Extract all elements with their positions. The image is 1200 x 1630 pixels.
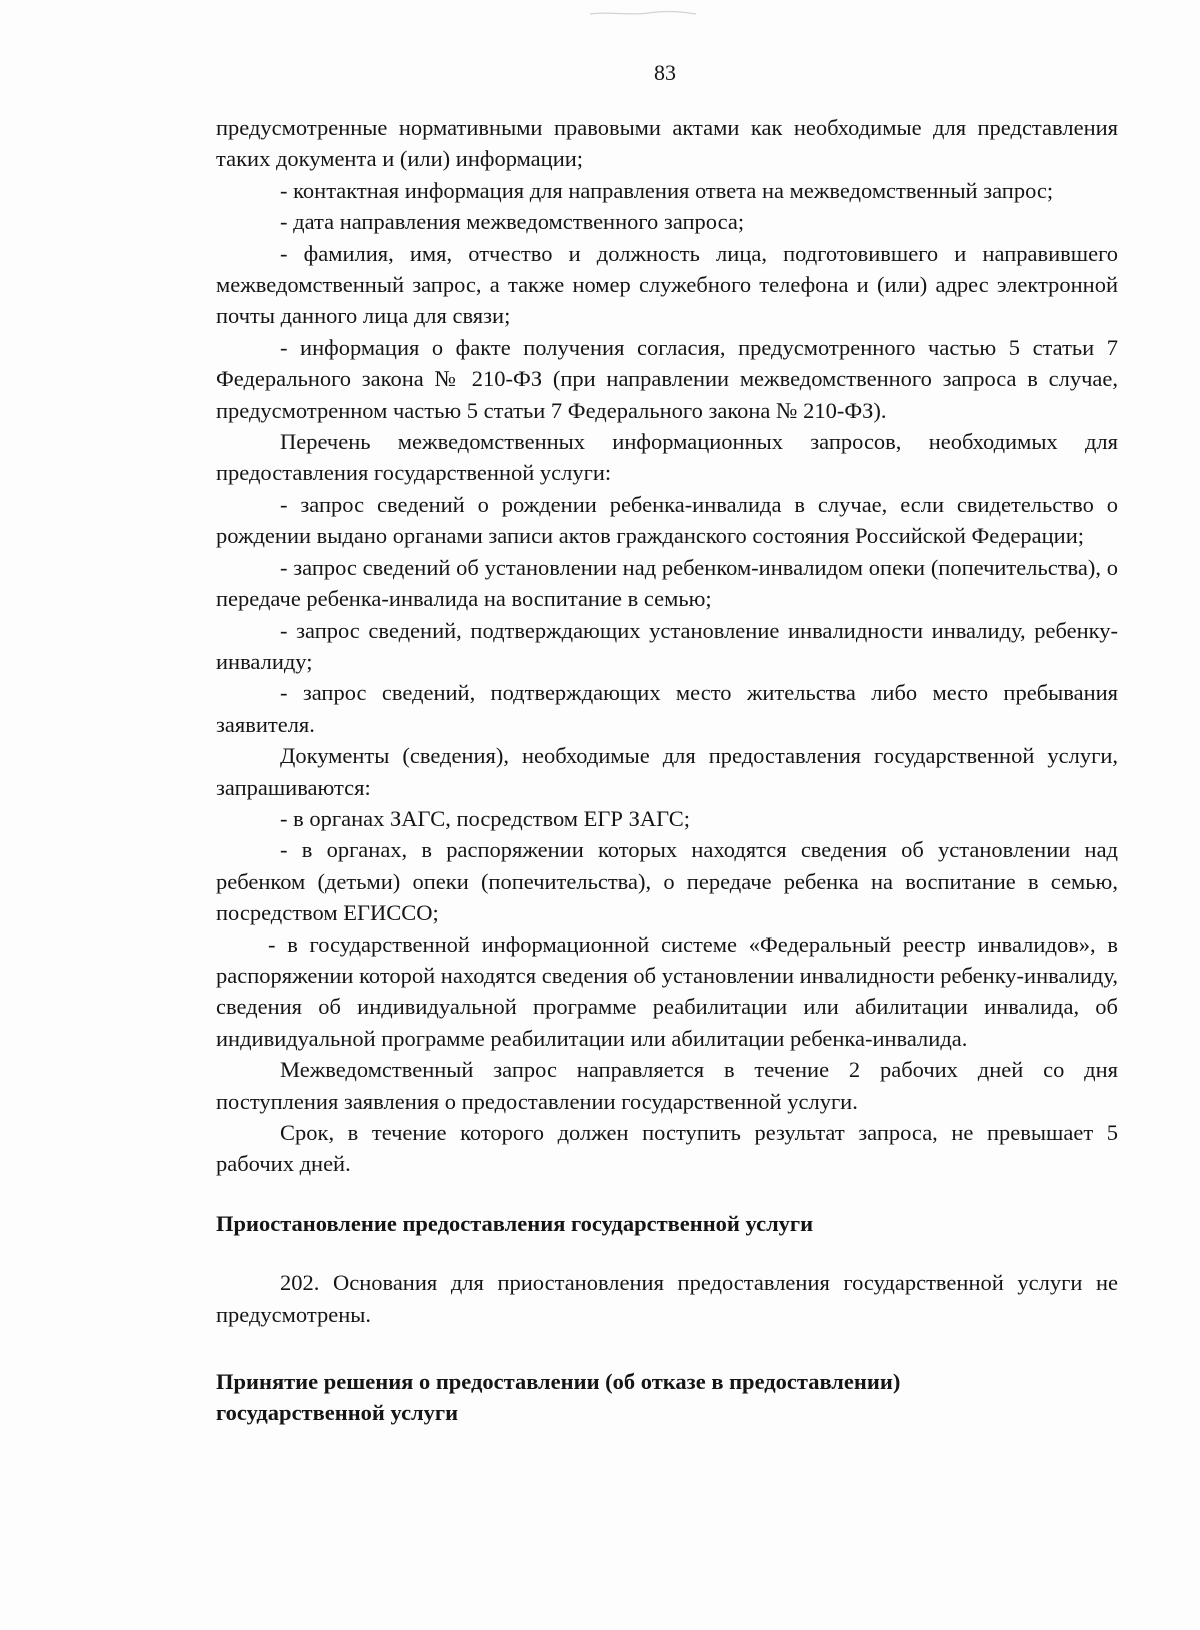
list-item: - фамилия, имя, отчество и должность лица, подготовившего и направившего межведомственный запрос, а также номер служебного телефона и (или) адрес электронной почты данного лица для связи; [216, 240, 1118, 329]
list-item: - информация о факте получения согласия, предусмотренного частью 5 статьи 7 Федерального закона № 210-ФЗ (при направлении межведомственного запроса в случае, предусмотренном частью 5 статьи 7 Федерального закона № 210-ФЗ). [216, 334, 1118, 423]
section-heading: Приостановление предоставления государственной услуги [216, 1210, 814, 1236]
section-heading-line: Принятие решения о предоставлении (об отказе в предоставлении) [216, 1369, 901, 1395]
paragraph: Срок, в течение которого должен поступить результат запроса, не превышает 5 рабочих дней. [216, 1120, 1118, 1177]
section-heading-line: государственной услуги [216, 1400, 459, 1426]
page-number: 83 [654, 60, 676, 85]
list-item: - запрос сведений, подтверждающих установление инвалидности инвалиду, ребенку-инвалиду; [216, 617, 1118, 674]
list-item: - запрос сведений о рождении ребенка-инвалида в случае, если свидетельство о рождении выдано органами записи актов гражданского состояния Российской Федерации; [216, 491, 1118, 549]
paragraph: Перечень межведомственных информационных запросов, необходимых для предоставления государственной услуги: [216, 429, 1118, 486]
list-item: - в органах, в распоряжении которых находятся сведения об установлении над ребенком (детьми) опеки (попечительства), о передаче ребенка на воспитание в семью, посредством ЕГИССО; [216, 837, 1118, 926]
scan-artifact [588, 8, 698, 18]
list-item: - запрос сведений об установлении над ребенком-инвалидом опеки (попечительства), о передаче ребенка-инвалида на воспитание в семью; [216, 554, 1118, 612]
list-item: - в органах ЗАГС, посредством ЕГР ЗАГС; [280, 805, 691, 831]
section-heading [216, 1366, 1118, 1429]
list-item: - дата направления межведомственного запроса; [280, 209, 745, 235]
paragraph: Документы (сведения), необходимые для предоставления государственной услуги, запрашиваются: [216, 743, 1118, 800]
document-body [216, 112, 1118, 1429]
list-item: - в государственной информационной системе «Федеральный реестр инвалидов», в распоряжении которой находятся сведения об установлении инвалидности ребенку-инвалиду, сведения об индивидуальной программе реабилитации или абилитации инвалида, об индивидуальной программе реабилитации или абилитации ребенка-инвалида. [216, 931, 1118, 1051]
paragraph: предусмотренные нормативными правовыми актами как необходимые для представления таких документа и (или) информации; [216, 115, 1118, 172]
paragraph: Межведомственный запрос направляется в течение 2 рабочих дней со дня поступления заявления о предоставлении государственной услуги. [216, 1057, 1118, 1114]
paragraph: 202. Основания для приостановления предоставления государственной услуги не предусмотрены. [216, 1270, 1118, 1327]
list-item: - запрос сведений, подтверждающих место жительства либо место пребывания заявителя. [216, 680, 1118, 737]
list-item: - контактная информация для направления ответа на межведомственный запрос; [280, 177, 1054, 203]
